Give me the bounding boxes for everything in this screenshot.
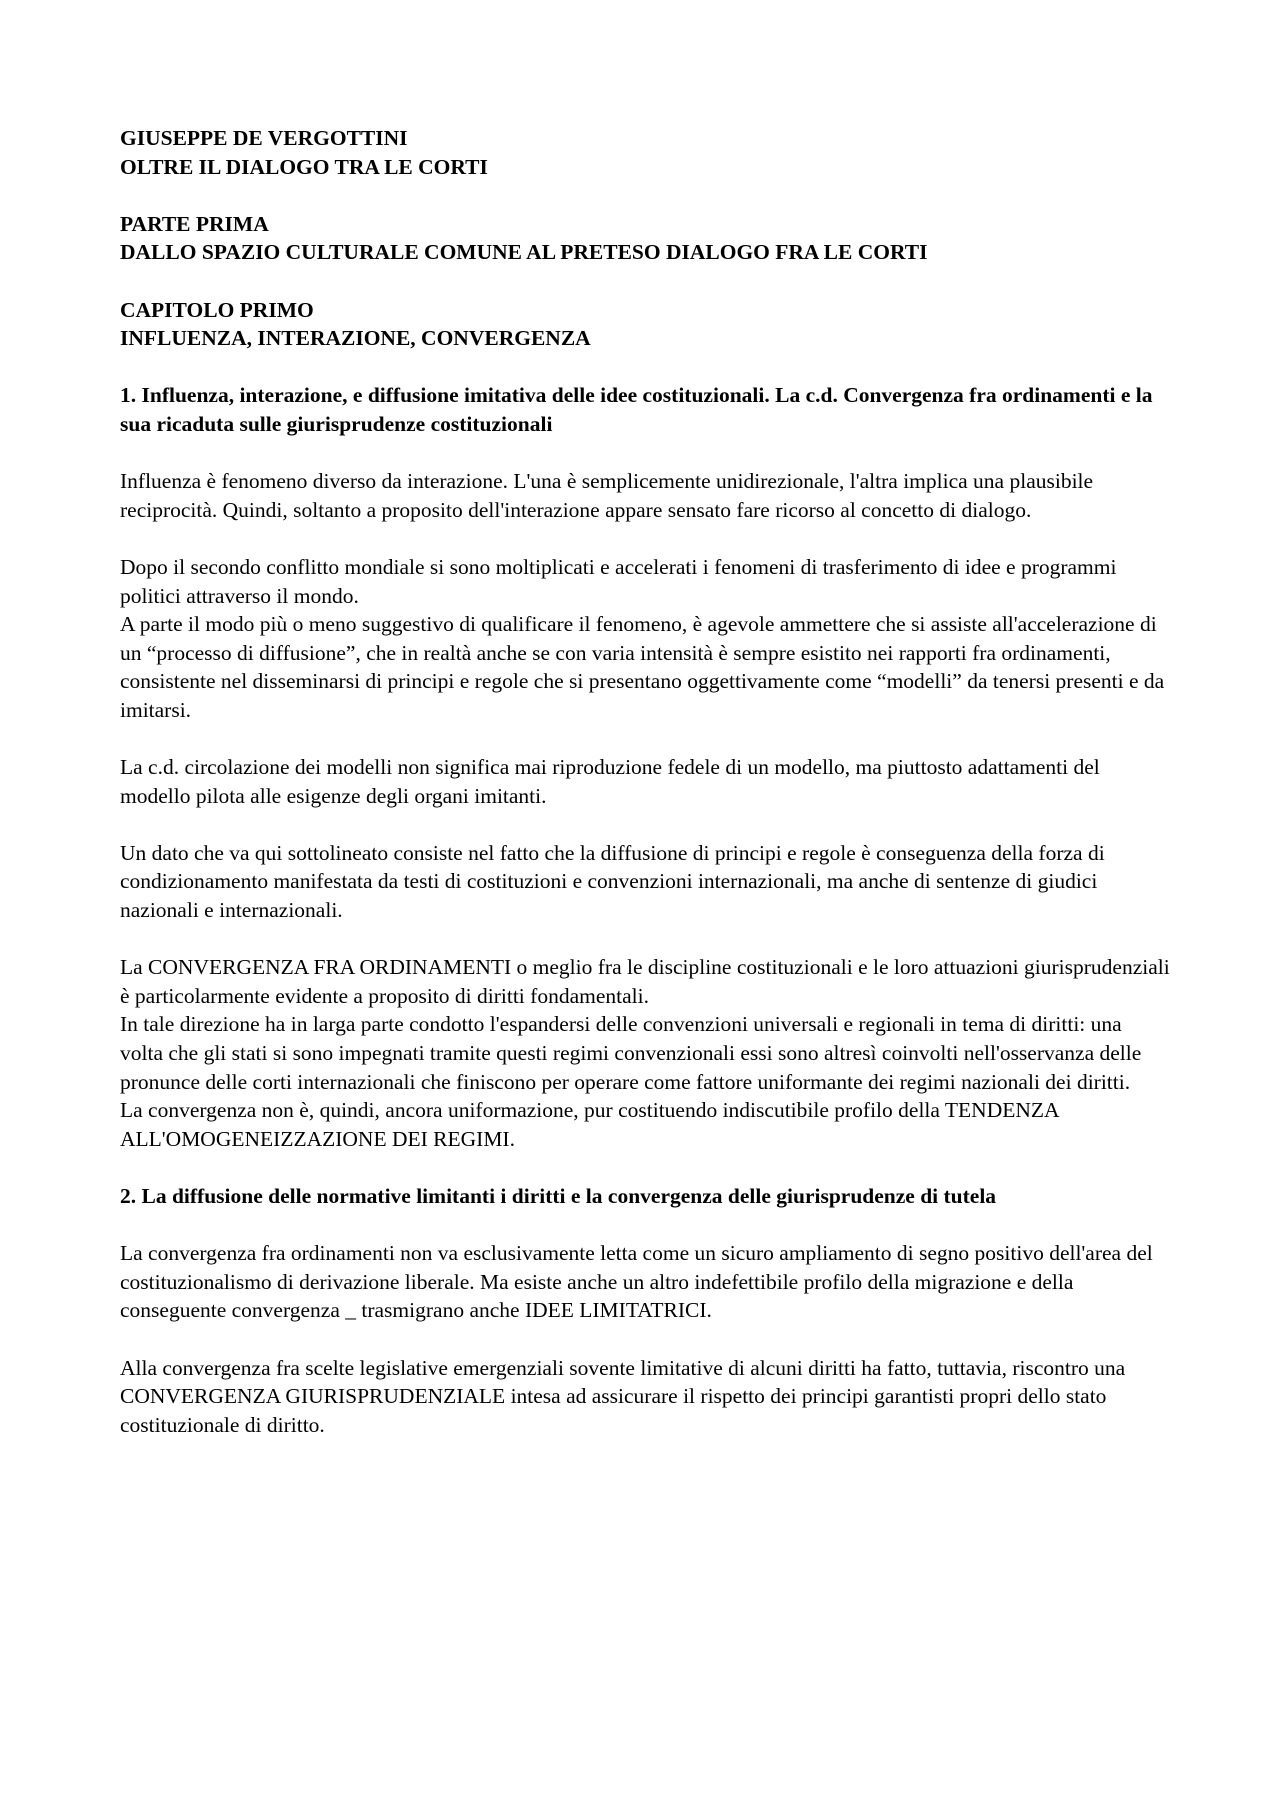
- section-1-heading: 1. Influenza, interazione, e diffusione imitativa delle idee costituzionali. La c.d. Convergenza fra ordinamenti e la sua ricaduta sulle giurisprudenze costituzionali: [120, 383, 1153, 436]
- section-1-paragraph-5: Un dato che va qui sottolineato consiste nel fatto che la diffusione di principi e regole è conseguenza della forza di condizionamento manifestata da testi di costituzioni e convenzioni internazionali, ma anche di sentenze di giudici nazionali e internazionali.: [120, 840, 1105, 923]
- section-2-heading: 2. La diffusione delle normative limitanti i diritti e la convergenza delle giurisprudenze di tutela: [120, 1183, 997, 1208]
- section-1-paragraph-7: In tale direzione ha in larga parte condotto l'espandersi delle convenzioni universali e regionali in tema di diritti: una volta che gli stati si sono impegnati tramite questi regimi convenzionali essi sono altresì coinvolti nell'osservanza delle pronunce delle corti internazionali che finiscono per operare come fattore uniformante dei regimi nazionali dei diritti.: [120, 1012, 1142, 1094]
- chapter-label: CAPITOLO PRIMO: [120, 297, 314, 322]
- section-1-paragraph-2: Dopo il secondo conflitto mondiale si sono moltiplicati e accelerati i fenomeni di trasferimento di idee e programmi politici attraverso il mondo.: [120, 554, 1117, 608]
- author-name: GIUSEPPE DE VERGOTTINI: [120, 126, 408, 150]
- section-1-paragraph-8: La convergenza non è, quindi, ancora uniformazione, pur costituendo indiscutibile profilo della TENDENZA ALL'OMOGENEIZZAZIONE DEI REGIMI.: [120, 1098, 1059, 1151]
- section-1-paragraph-3: A parte il modo più o meno suggestivo di qualificare il fenomeno, è agevole ammettere che si assiste all'accelerazione di un “processo di diffusione”, che in realtà anche se con varia intensità è sempre esistito nei rapporti fra ordinamenti, consistente nel disseminarsi di principi e regole che si presentano oggettivamente come “modelli” da tenersi presenti e da imitarsi.: [120, 612, 1165, 722]
- section-1-paragraph-4: La c.d. circolazione dei modelli non significa mai riproduzione fedele di un modello, ma piuttosto adattamenti del modello pilota alle esigenze degli organi imitanti.: [120, 755, 1100, 808]
- document-page: [120, 124, 1170, 1468]
- part-heading: [120, 210, 1170, 267]
- chapter-title: INFLUENZA, INTERAZIONE, CONVERGENZA: [120, 326, 591, 351]
- book-title: OLTRE IL DIALOGO TRA LE CORTI: [120, 154, 488, 179]
- section-2-paragraph-1: La convergenza fra ordinamenti non va esclusivamente letta come un sicuro ampliamento di segno positivo dell'area del costituzionalismo di derivazione liberale. Ma esiste anche un altro indefettibile profilo della migrazione e della conseguente convergenza _ trasmigrano anche IDEE LIMITATRICI.: [120, 1241, 1153, 1323]
- document-header: [120, 124, 1170, 181]
- part-label: PARTE PRIMA: [120, 211, 269, 236]
- section-1-paragraph-1: Influenza è fenomeno diverso da interazione. L'una è semplicemente unidirezionale, l'altra implica una plausibile reciprocità. Quindi, soltanto a proposito dell'interazione appare sensato fare ricorso al concetto di dialogo.: [120, 469, 1094, 522]
- section-1-paragraph-6: La CONVERGENZA FRA ORDINAMENTI o meglio fra le discipline costituzionali e le loro attuazioni giurisprudenziali è particolarmente evidente a proposito di diritti fondamentali.: [120, 955, 1170, 1008]
- section-2-paragraph-2: Alla convergenza fra scelte legislative emergenziali sovente limitative di alcuni diritti ha fatto, tuttavia, riscontro una CONVERGENZA GIURISPRUDENZIALE intesa ad assicurare il rispetto dei principi garantisti propri dello stato costituzionale di diritto.: [120, 1355, 1126, 1437]
- chapter-heading: [120, 296, 1170, 353]
- part-title: DALLO SPAZIO CULTURALE COMUNE AL PRETESO DIALOGO FRA LE CORTI: [120, 240, 928, 265]
